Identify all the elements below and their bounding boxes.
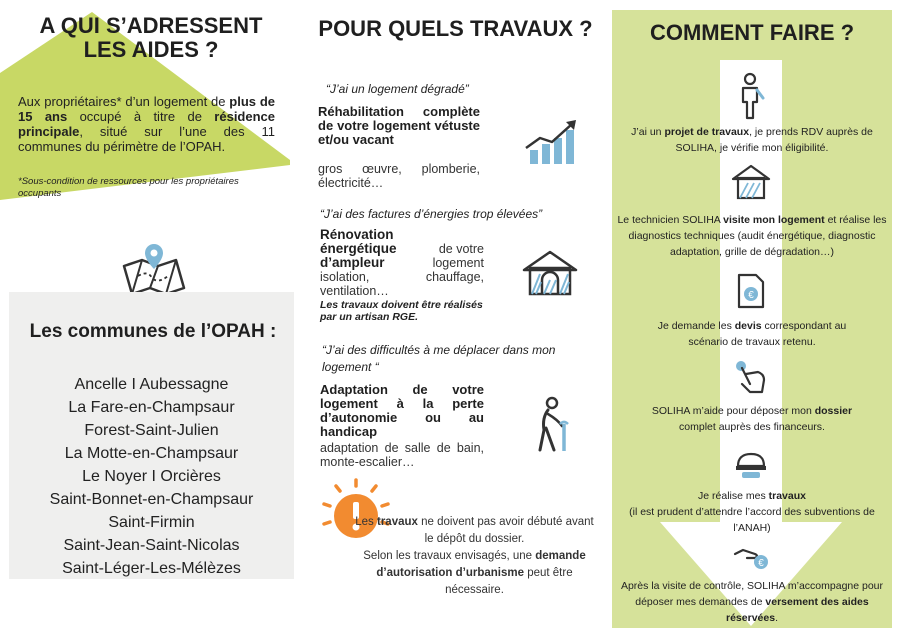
work-note: Les travaux doivent être réalisés par un artisan RGE. <box>320 299 483 323</box>
house-insulation-icon <box>520 248 580 298</box>
audience-description: Aux propriétaires* d’un logement de plus de 15 ans occupé à titre de résidence principale, situé sur l’une des 11 communes du périmètre de l’OPAH. <box>18 94 275 154</box>
work-quote: “J’ai des difficultés à me déplacer dans mon logement “ <box>322 343 556 374</box>
work-title-suffix: de votre logement <box>432 242 484 270</box>
communes-title: Les communes de l’OPAH : <box>29 321 277 342</box>
worker-helmet-icon <box>734 450 768 482</box>
work-title: Adaptation de votre logement à la perte d’autonomie ou au handicap <box>320 382 484 439</box>
person-icon <box>733 72 767 120</box>
how-to-heading: COMMENT FAIRE ? <box>649 20 855 45</box>
commune-item: Ancelle I Aubessagne <box>74 376 229 393</box>
commune-item: Le Noyer I Orcières <box>82 468 221 485</box>
step-2: Le technicien SOLIHA visite mon logement et réalise les diagnostics techniques (audit énergétique, diagnostic adaptation, grille de dégradation…) <box>617 214 887 258</box>
elderly-person-icon <box>528 396 578 452</box>
footnote: *Sous-condition de ressources pour les propriétaires occupants <box>18 176 239 199</box>
commune-item: Saint-Jean-Saint-Nicolas <box>63 537 240 554</box>
work-quote: “J’ai un logement dégradé” <box>326 82 469 96</box>
step-1: J’ai un projet de travaux, je prends RDV auprès de SOLIHA, je vérifie mon éligibilité. <box>631 126 873 154</box>
step-3: Je demande les devis correspondant au scénario de travaux retenu. <box>657 320 847 348</box>
work-description: gros œuvre, plomberie, électricité… <box>318 162 480 190</box>
work-description: isolation, chauffage, ventilation… <box>320 270 484 298</box>
svg-text:€: € <box>748 290 754 301</box>
hand-euro-icon <box>733 536 771 570</box>
commune-item: La Fare-en-Champsaur <box>68 399 235 416</box>
commune-item: Saint-Bonnet-en-Champsaur <box>49 491 254 508</box>
commune-item: Forest-Saint-Julien <box>84 422 219 439</box>
work-quote: “J’ai des factures d’énergies trop élevées” <box>320 207 543 221</box>
step-6: Après la visite de contrôle, SOLIHA m’accompagne pour déposer mes demandes de versement des aides réservées. <box>620 580 884 624</box>
warning-text: Les travaux ne doivent pas avoir débuté avant le dépôt du dossier. Selon les travaux envisagés, une demande d’autorisation d’urbanisme peut être nécessaire. <box>355 516 594 596</box>
house-diagnosis-icon <box>730 163 772 201</box>
commune-item: Saint-Firmin <box>108 514 195 531</box>
work-title: Rénovation énergétique d’ampleur <box>320 227 397 270</box>
work-title: Réhabilitation complète de votre logement vétuste et/ou vacant <box>318 104 480 147</box>
work-description: adaptation de salle de bain, monte-escalier… <box>320 441 484 469</box>
step-5: Je réalise mes travaux (il est prudent d’attendre l’accord des subventions de l’ANAH) <box>629 490 875 534</box>
commune-item: Saint-Léger-Les-Mélèzes <box>62 560 241 577</box>
works-heading: POUR QUELS TRAVAUX ? <box>318 16 593 41</box>
commune-item: La Motte-en-Champsaur <box>64 445 239 462</box>
map-pin-icon <box>118 240 190 300</box>
audience-heading: A QUI S’ADRESSENT LES AIDES ? <box>39 13 263 62</box>
quote-document-icon <box>736 272 766 310</box>
growth-chart-icon <box>520 118 580 166</box>
hand-pointer-icon <box>732 358 770 396</box>
step-4: SOLIHA m’aide pour déposer mon dossier complet auprès des financeurs. <box>651 405 853 433</box>
svg-text:€: € <box>758 558 764 569</box>
